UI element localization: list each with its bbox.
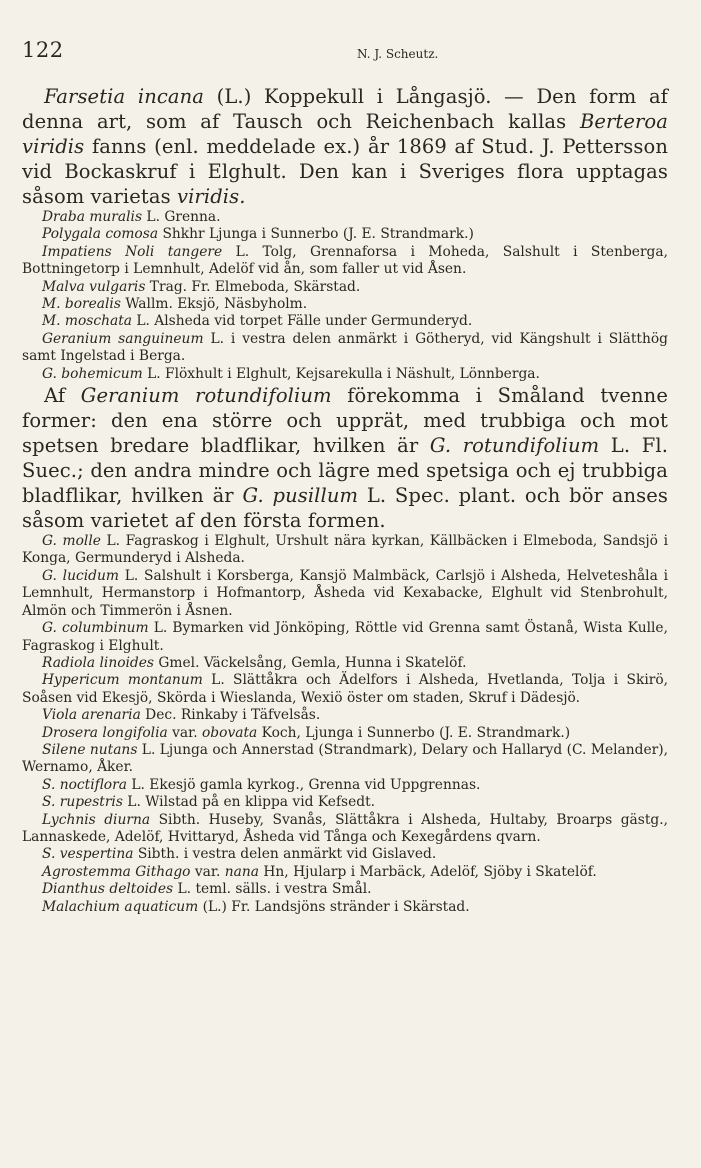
species-entry xyxy=(22,707,668,724)
text-run: Sibth. i vestra delen anmärkt vid Gislaved. xyxy=(133,846,437,863)
text-run: fanns (enl. meddelade ex.) år 1869 af Stud. J. Pettersson vid Bockaskruf i Elghult. Den kan i Sveriges flora upptagas såsom varietas xyxy=(22,135,668,208)
running-head: N. J. Scheutz. xyxy=(357,47,439,61)
species-entry xyxy=(22,620,668,655)
geranium-paragraph xyxy=(22,383,668,533)
species-entry xyxy=(22,296,668,313)
species-entry xyxy=(22,655,668,672)
taxon-name: Geranium rotundifolium xyxy=(80,384,332,408)
text-run: (L.) Fr. Landsjöns stränder i Skärstad. xyxy=(198,898,470,915)
taxon-name: Lychnis diurna xyxy=(42,811,151,828)
taxon-name: G. molle xyxy=(42,533,101,550)
species-list-1 xyxy=(22,209,668,383)
text-run: L. Salshult i Korsberga, Kansjö Malmbäck, Carlsjö i Alsheda, Helveteshåla i Lemnhult, Hermanstorp i Hofmantorp, Åsheda vid Kexabacke, Elghult vid Stenbrohult, Almön och Timmerön i Åsnen. xyxy=(22,567,669,619)
taxon-name: G. bohemicum xyxy=(42,365,143,382)
paragraph xyxy=(22,84,668,209)
taxon-name: Drosera longifolia xyxy=(42,724,168,741)
taxon-name: G. rotundifolium xyxy=(429,434,600,458)
text-run: L. Spec. plant. och bör anses såsom varietet af den första formen. xyxy=(22,484,668,533)
species-entry xyxy=(22,366,668,383)
taxon-name: Malva vulgaris xyxy=(42,278,146,295)
species-entry xyxy=(22,331,668,366)
taxon-name: G. columbinum xyxy=(42,620,149,637)
text-run: L. Ekesjö gamla kyrkog., Grenna vid Uppgrennas. xyxy=(126,776,481,793)
text-run: L. i vestra delen anmärkt i Götheryd, vid Kängshult i Slätthög samt Ingelstad i Berga. xyxy=(22,330,668,365)
taxon-name: Silene nutans xyxy=(42,741,138,758)
taxon-name: Draba muralis xyxy=(42,209,143,225)
text-run: Koch, Ljunga i Sunnerbo (J. E. Strandmark.) xyxy=(257,724,571,741)
taxon-name: Hypericum montanum xyxy=(42,672,203,689)
text-run: Trag. Fr. Elmeboda, Skärstad. xyxy=(145,278,361,295)
taxon-name: G. lucidum xyxy=(42,567,119,584)
taxon-name: Malachium aquaticum xyxy=(42,898,199,915)
species-entry xyxy=(22,533,668,568)
species-entry xyxy=(22,899,668,916)
taxon-name: Berteroa viridis xyxy=(22,110,668,158)
text-run: var. xyxy=(167,724,202,741)
taxon-name: S. vespertina xyxy=(42,846,134,863)
text-run: (L.) Koppekull i Långasjö. — Den form af denna art, som af Tausch och Reichenbach kallas xyxy=(22,85,668,133)
text-run: Hn, Hjularp i Marbäck, Adelöf, Sjöby i Skatelöf. xyxy=(259,863,597,880)
text-run: Shkhr Ljunga i Sunnerbo (J. E. Strandmark.) xyxy=(158,226,474,243)
species-entry xyxy=(22,812,668,847)
taxon-name: S. rupestris xyxy=(42,794,123,811)
text-run: Sibth. Huseby, Svanås, Slättåkra i Alsheda, Hultaby, Broarps gästg., Lannaskede, Adelöf, Hvittaryd, Åsheda vid Tånga och Kexegårdens qvarn. xyxy=(22,811,668,845)
text-run: var. xyxy=(190,863,225,880)
taxon-name: Agrostemma Githago xyxy=(42,863,191,880)
text-run: Gmel. Väckelsång, Gemla, Hunna i Skatelöf. xyxy=(154,654,467,671)
text-run: L. Grenna. xyxy=(142,209,221,225)
species-entry xyxy=(22,313,668,330)
taxon-name: Viola arenaria xyxy=(42,707,141,724)
species-list-2 xyxy=(22,533,668,916)
text-run: L. Fl. Suec.; den andra mindre och lägre med spetsiga och ej trubbiga bladflikar, hvilken är xyxy=(22,434,668,508)
taxon-name: Polygala comosa xyxy=(42,226,159,243)
taxon-name: Radiola linoides xyxy=(42,654,155,671)
page-header xyxy=(22,38,679,68)
species-entry xyxy=(22,226,668,243)
species-entry xyxy=(22,742,668,777)
taxon-name: Geranium sanguineum xyxy=(42,330,204,347)
text-run: Af xyxy=(44,384,81,408)
text-run: L. Tolg, Grennaforsa i Moheda, Salshult i Stenberga, Bottningetorp i Lemnhult, Adelöf vid ån, som faller ut vid Åsen. xyxy=(22,243,668,278)
text-run: L. Bymarken vid Jönköping, Röttle vid Grenna samt Östanå, Wista Kulle, Fagraskog i Elghult. xyxy=(22,620,668,654)
species-entry xyxy=(22,846,668,863)
species-entry xyxy=(22,279,668,296)
species-entry xyxy=(22,777,668,794)
text-run: L. teml. sälls. i vestra Smål. xyxy=(173,881,372,898)
page-number: 122 xyxy=(22,38,64,62)
taxon-name: nana xyxy=(224,863,259,880)
taxon-name: M. moschata xyxy=(42,313,132,330)
species-entry xyxy=(22,672,668,707)
species-entry xyxy=(22,209,668,226)
taxon-name: Farsetia incana xyxy=(44,85,204,108)
text-run: förekomma i Småland tvenne former: den ena större och upprät, med trubbiga och mot spetsen bredare bladflikar, hvilken är xyxy=(22,384,668,458)
taxon-name: Impatiens Noli tangere xyxy=(42,243,223,260)
page-body xyxy=(22,84,668,916)
taxon-name: G. pusillum xyxy=(242,484,359,508)
taxon-name: obovata xyxy=(202,724,258,741)
species-entry xyxy=(22,881,668,898)
text-run: Dec. Rinkaby i Täfvelsås. xyxy=(140,707,321,724)
text-run: L. Wilstad på en klippa vid Kefsedt. xyxy=(122,794,376,811)
farsetia-paragraph xyxy=(22,84,668,209)
text-run: L. Slättåkra och Ädelfors i Alsheda, Hvetlanda, Tolja i Skirö, Soåsen vid Ekesjö, Skörda i Wieslanda, Wexiö öster om staden, Skruf i Dädesjö. xyxy=(22,672,669,706)
species-entry xyxy=(22,568,668,620)
taxon-name: viridis. xyxy=(176,185,246,208)
taxon-name: M. borealis xyxy=(42,296,121,313)
species-entry xyxy=(22,794,668,811)
text-run: L. Flöxhult i Elghult, Kejsarekulla i Näshult, Lönnberga. xyxy=(142,365,540,382)
species-entry xyxy=(22,725,668,742)
text-run: L. Alsheda vid torpet Fälle under Germunderyd. xyxy=(131,313,473,330)
taxon-name: Dianthus deltoides xyxy=(42,881,174,898)
text-run: Wallm. Eksjö, Näsbyholm. xyxy=(120,296,308,313)
taxon-name: S. noctiflora xyxy=(42,776,127,793)
species-entry xyxy=(22,244,668,279)
text-run: L. Fagraskog i Elghult, Urshult nära kyrkan, Källbäcken i Elmeboda, Sandsjö i Konga, Germunderyd i Alsheda. xyxy=(22,533,668,567)
paragraph xyxy=(22,383,668,533)
species-entry xyxy=(22,864,668,881)
text-run: L. Ljunga och Annerstad (Strandmark), Delary och Hallaryd (C. Melander), Wernamo, Åker. xyxy=(22,741,668,776)
